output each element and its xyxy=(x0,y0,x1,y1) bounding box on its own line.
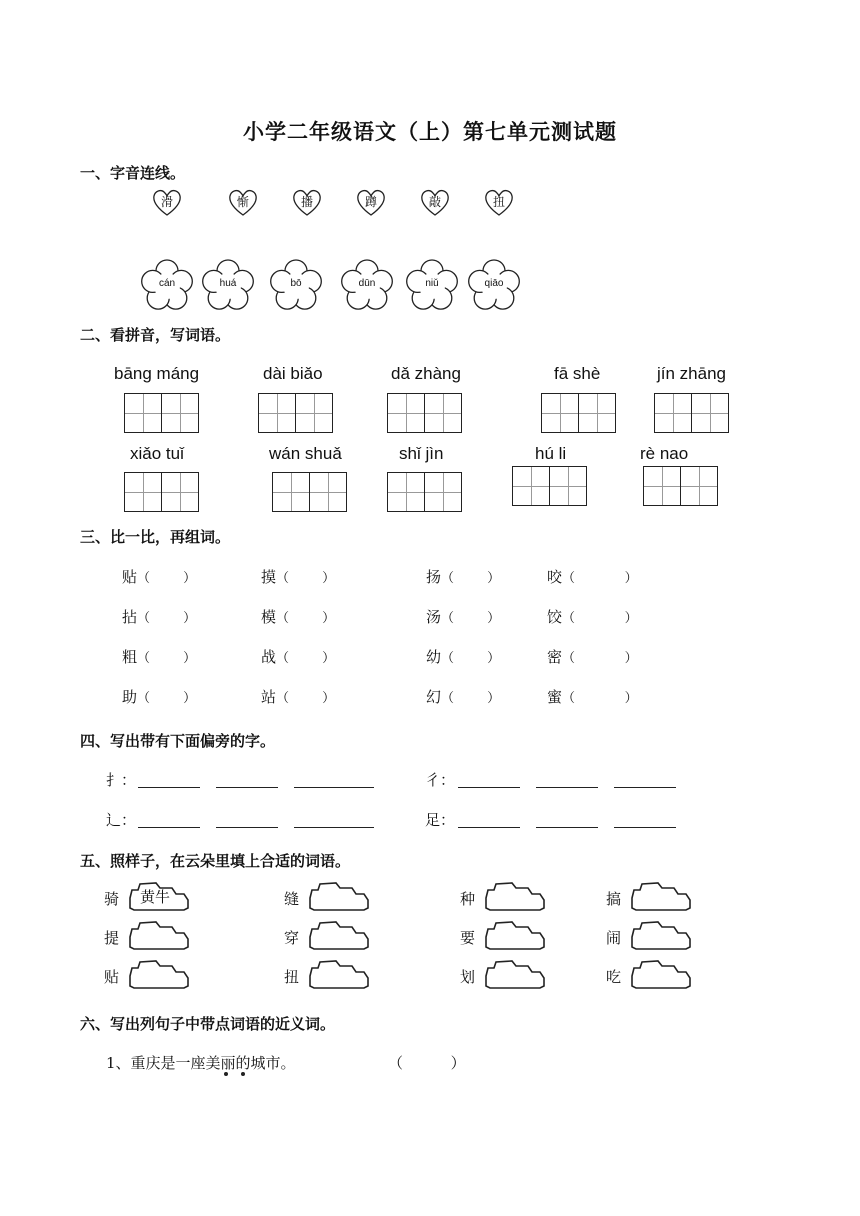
answer-parentheses[interactable]: （ ） xyxy=(388,1054,466,1072)
cloud-verb: 搞 xyxy=(606,890,622,908)
heart-char: 蹲 xyxy=(364,195,377,209)
compare-parens: （ ） xyxy=(562,571,638,586)
compare-item[interactable] xyxy=(122,606,196,627)
compare-char: 模 xyxy=(261,608,277,626)
flower-pinyin: bō xyxy=(290,278,302,289)
cloud-icon[interactable] xyxy=(306,958,372,990)
compare-item[interactable] xyxy=(122,566,196,587)
heart-icon[interactable] xyxy=(228,188,258,218)
compare-char: 幻 xyxy=(426,688,442,706)
answer-line[interactable] xyxy=(536,809,598,828)
compare-parens: （ ） xyxy=(562,651,638,666)
cloud-verb: 缝 xyxy=(284,890,300,908)
cloud-icon[interactable] xyxy=(628,958,694,990)
compare-parens: （ ） xyxy=(276,651,336,666)
section-2-title: 二、看拼音，写词语。 xyxy=(80,326,231,344)
compare-char: 站 xyxy=(261,688,277,706)
answer-line[interactable] xyxy=(458,809,520,828)
cloud-verb: 贴 xyxy=(104,968,120,986)
heart-icon[interactable] xyxy=(292,188,322,218)
writing-grid[interactable] xyxy=(541,393,614,433)
compare-parens: （ ） xyxy=(137,651,197,666)
writing-grid[interactable] xyxy=(512,466,585,506)
radical-label: 足： xyxy=(425,811,456,829)
compare-parens: （ ） xyxy=(441,691,501,706)
radical-label: 辶： xyxy=(106,811,137,829)
compare-char: 战 xyxy=(261,648,277,666)
heart-icon[interactable] xyxy=(152,188,182,218)
compare-item[interactable] xyxy=(547,686,638,707)
heart-char: 播 xyxy=(300,195,313,209)
pinyin-label: bāng máng xyxy=(114,364,200,383)
section-6-title: 六、写出列句子中带点词语的近义词。 xyxy=(80,1015,336,1033)
cloud-verb: 划 xyxy=(460,968,476,986)
compare-char: 汤 xyxy=(426,608,442,626)
radical-label: 彳： xyxy=(425,771,456,789)
flower-pinyin: huá xyxy=(219,278,237,289)
compare-char: 饺 xyxy=(547,608,563,626)
compare-char: 幼 xyxy=(426,648,442,666)
writing-grid[interactable] xyxy=(124,393,197,433)
pinyin-label: dài biǎo xyxy=(263,364,323,383)
answer-line[interactable] xyxy=(138,809,200,828)
compare-item[interactable] xyxy=(122,646,196,667)
cloud-verb: 要 xyxy=(460,929,476,947)
compare-item[interactable] xyxy=(426,606,500,627)
cloud-verb: 吃 xyxy=(606,968,622,986)
heart-char: 扭 xyxy=(492,195,505,209)
compare-parens: （ ） xyxy=(562,611,638,626)
compare-char: 贴 xyxy=(122,568,138,586)
compare-char: 咬 xyxy=(547,568,563,586)
compare-char: 摸 xyxy=(261,568,277,586)
compare-parens: （ ） xyxy=(137,571,197,586)
heart-char: 敲 xyxy=(428,195,441,209)
cloud-icon[interactable] xyxy=(126,880,192,912)
pinyin-label: shǐ jìn xyxy=(399,444,444,463)
heart-icon[interactable] xyxy=(356,188,386,218)
cloud-icon[interactable] xyxy=(482,880,548,912)
compare-parens: （ ） xyxy=(562,691,638,706)
writing-grid[interactable] xyxy=(643,466,716,506)
compare-char: 拈 xyxy=(122,608,138,626)
page-title: 小学二年级语文（上）第七单元测试题 xyxy=(243,120,617,144)
section-1-title: 一、字音连线。 xyxy=(80,164,186,182)
cloud-icon[interactable] xyxy=(628,919,694,951)
pinyin-label: hú li xyxy=(535,444,567,463)
section-3-title: 三、比一比，再组词。 xyxy=(80,528,231,546)
flower-pinyin: qiāo xyxy=(484,278,504,289)
compare-item[interactable] xyxy=(547,606,638,627)
flower-icon[interactable] xyxy=(139,258,195,314)
cloud-icon[interactable] xyxy=(306,880,372,912)
cloud-verb: 骑 xyxy=(104,890,120,908)
cloud-icon[interactable] xyxy=(628,880,694,912)
flower-icon[interactable] xyxy=(404,258,460,314)
compare-parens: （ ） xyxy=(441,611,501,626)
compare-item[interactable] xyxy=(426,686,500,707)
section-5-title: 五、照样子，在云朵里填上合适的词语。 xyxy=(80,852,351,870)
compare-item[interactable] xyxy=(426,646,500,667)
flower-pinyin: niǔ xyxy=(425,278,439,289)
compare-char: 助 xyxy=(122,688,138,706)
cloud-verb: 提 xyxy=(104,929,120,947)
compare-item[interactable] xyxy=(426,566,500,587)
compare-parens: （ ） xyxy=(441,571,501,586)
compare-char: 蜜 xyxy=(547,688,563,706)
pinyin-label: wán shuǎ xyxy=(269,444,342,463)
compare-parens: （ ） xyxy=(276,571,336,586)
compare-char: 扬 xyxy=(426,568,442,586)
compare-item[interactable] xyxy=(261,686,335,707)
flower-icon[interactable] xyxy=(339,258,395,314)
writing-grid[interactable] xyxy=(387,472,460,512)
compare-char: 密 xyxy=(547,648,563,666)
answer-line[interactable] xyxy=(458,769,520,788)
heart-char: 滑 xyxy=(160,195,173,209)
flower-icon[interactable] xyxy=(200,258,256,314)
compare-parens: （ ） xyxy=(276,611,336,626)
cloud-verb: 穿 xyxy=(284,929,300,947)
heart-char: 惭 xyxy=(236,195,249,209)
answer-line[interactable] xyxy=(294,809,374,828)
radical-label: 扌： xyxy=(106,771,137,789)
emphasis-dot xyxy=(241,1072,245,1076)
compare-char: 粗 xyxy=(122,648,138,666)
compare-parens: （ ） xyxy=(137,691,197,706)
compare-parens: （ ） xyxy=(137,611,197,626)
compare-item[interactable] xyxy=(261,646,335,667)
cloud-icon[interactable] xyxy=(126,958,192,990)
writing-grid[interactable] xyxy=(272,472,345,512)
cloud-icon[interactable] xyxy=(126,919,192,951)
cloud-icon[interactable] xyxy=(482,958,548,990)
writing-grid[interactable] xyxy=(387,393,460,433)
cloud-verb: 种 xyxy=(460,890,476,908)
compare-parens: （ ） xyxy=(276,691,336,706)
heart-icon[interactable] xyxy=(484,188,514,218)
answer-line[interactable] xyxy=(614,809,676,828)
writing-grid[interactable] xyxy=(124,472,197,512)
flower-pinyin: dūn xyxy=(358,278,376,289)
answer-line[interactable] xyxy=(536,769,598,788)
flower-pinyin: cán xyxy=(158,278,176,289)
writing-grid[interactable] xyxy=(258,393,331,433)
cloud-verb: 闹 xyxy=(606,929,622,947)
cloud-icon[interactable] xyxy=(482,919,548,951)
sentence: 1、重庆是一座美丽的城市。 xyxy=(106,1054,296,1072)
answer-line[interactable] xyxy=(294,769,374,788)
pinyin-label: rè nao xyxy=(640,444,689,463)
compare-parens: （ ） xyxy=(441,651,501,666)
pinyin-label: fā shè xyxy=(554,364,601,383)
answer-line[interactable] xyxy=(216,809,278,828)
flower-icon[interactable] xyxy=(466,258,522,314)
pinyin-label: jín zhāng xyxy=(657,364,726,383)
section-4-title: 四、写出带有下面偏旁的字。 xyxy=(80,732,276,750)
flower-icon[interactable] xyxy=(268,258,324,314)
compare-item[interactable] xyxy=(547,566,638,587)
cloud-icon[interactable] xyxy=(306,919,372,951)
compare-item[interactable] xyxy=(547,646,638,667)
answer-line[interactable] xyxy=(614,769,676,788)
answer-line[interactable] xyxy=(138,769,200,788)
writing-grid[interactable] xyxy=(654,393,727,433)
cloud-verb: 扭 xyxy=(284,968,300,986)
answer-line[interactable] xyxy=(216,769,278,788)
pinyin-label: xiǎo tuǐ xyxy=(130,444,184,463)
compare-item[interactable] xyxy=(122,686,196,707)
emphasis-dot xyxy=(224,1072,228,1076)
cloud-example-answer: 黄牛 xyxy=(140,888,171,906)
compare-item[interactable] xyxy=(261,566,335,587)
compare-item[interactable] xyxy=(261,606,335,627)
pinyin-label: dǎ zhàng xyxy=(391,364,461,383)
heart-icon[interactable] xyxy=(420,188,450,218)
